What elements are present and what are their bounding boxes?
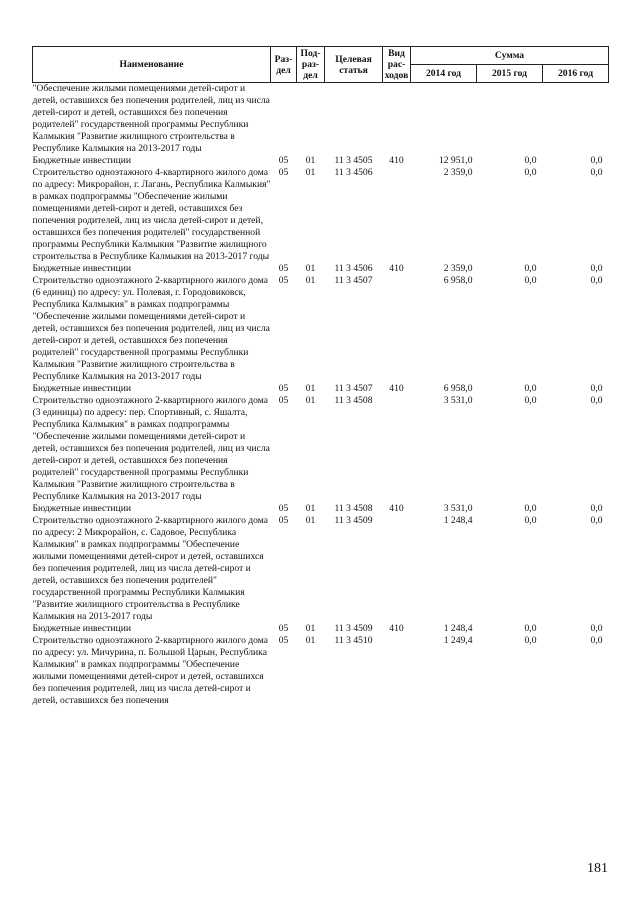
budget-page xyxy=(32,46,608,707)
row-sum-2016: 0,0 xyxy=(590,275,603,286)
row-sum-2014 xyxy=(411,83,477,156)
row-vid: 410 xyxy=(389,623,404,634)
row-name: Бюджетные инвестиции xyxy=(32,155,131,166)
table-body xyxy=(33,83,609,708)
row-sum-2016: 0,0 xyxy=(590,167,603,178)
row-sum-2014: 2 359,0 xyxy=(443,263,473,274)
row-razdel: 05 xyxy=(278,263,289,274)
row-podrazdel: 01 xyxy=(305,623,316,634)
row-vid xyxy=(383,635,411,707)
row-target: 11 3 4506 xyxy=(334,167,373,178)
row-vid: 410 xyxy=(389,155,404,166)
table-row xyxy=(33,167,609,263)
header-sum: Сумма xyxy=(411,47,609,65)
row-target: 11 3 4507 xyxy=(334,275,373,286)
row-podrazdel: 01 xyxy=(305,395,316,406)
header-vid: Вид рас- ходов xyxy=(383,47,411,83)
row-razdel: 05 xyxy=(278,395,289,406)
table-row xyxy=(33,635,609,707)
row-podrazdel: 01 xyxy=(305,263,316,274)
row-name: Строительство одноэтажного 4-квартирного жилого дома по адресу: Микрорайон, г. Лагань, Республика Калмыкия" в рамках подпрограммы "Обеспечение жилыми помещениями детей-сирот и детей, оставшихся без попечения родителей, лиц из числа детей-сирот и детей, оставшихся без попечения родителей" государственной программы Республики Калмыкия "Развитие жилищного строительства в Республике Калмыкия на 2013-2017 годы xyxy=(32,167,271,262)
row-sum-2016: 0,0 xyxy=(590,503,603,514)
row-sum-2016 xyxy=(543,83,609,156)
row-razdel: 05 xyxy=(278,155,289,166)
row-name: "Обеспечение жилыми помещениями детей-сирот и детей, оставшихся без попечения родителей, лиц из числа детей-сирот и детей, оставшихся без попечения родителей" государственной программы Республики Калмыкия "Развитие жилищного строительства в Республике Калмыкия на 2013-2017 годы xyxy=(32,83,270,154)
row-name: Строительство одноэтажного 2-квартирного жилого дома (6 единиц) по адресу: ул. Полевая, г. Городовиковск, Республика Калмыкия" в рамках подпрограммы "Обеспечение жилыми помещениями детей-сирот и детей, оставшихся без попечения родителей, лиц из числа детей-сирот и детей, оставшихся без попечения родителей" государственной программы Республики Калмыкия "Развитие жилищного строительства в Республике Калмыкия на 2013-2017 годы xyxy=(32,275,270,382)
row-sum-2016: 0,0 xyxy=(590,623,603,634)
row-name: Бюджетные инвестиции xyxy=(32,383,131,394)
row-sum-2014: 1 248,4 xyxy=(443,623,473,634)
row-sum-2014: 2 359,0 xyxy=(443,167,473,178)
header-2015: 2015 год xyxy=(477,65,543,83)
row-target: 11 3 4508 xyxy=(334,503,373,514)
row-name: Строительство одноэтажного 2-квартирного жилого дома по адресу: ул. Мичурина, п. Большой Царын, Республика Калмыкия" в рамках подпрограммы "Обеспечение жилыми помещениями детей-сирот и детей, оставшихся без попечения родителей, лиц из числа детей-сирот и детей, оставшихся без попечения xyxy=(32,635,269,706)
row-sum-2015: 0,0 xyxy=(524,275,537,286)
row-sum-2015: 0,0 xyxy=(524,623,537,634)
header-name: Наименование xyxy=(33,47,271,83)
table-row xyxy=(33,515,609,623)
row-sum-2015: 0,0 xyxy=(524,167,537,178)
row-vid xyxy=(383,395,411,503)
row-podrazdel: 01 xyxy=(305,155,316,166)
row-razdel: 05 xyxy=(278,503,289,514)
row-podrazdel: 01 xyxy=(305,503,316,514)
row-vid: 410 xyxy=(389,263,404,274)
row-razdel: 05 xyxy=(278,275,289,286)
row-sum-2016: 0,0 xyxy=(590,395,603,406)
header-razdel: Раз- дел xyxy=(271,47,297,83)
row-sum-2014: 6 958,0 xyxy=(443,383,473,394)
table-header xyxy=(33,47,609,83)
row-sum-2015: 0,0 xyxy=(524,635,537,646)
row-sum-2015: 0,0 xyxy=(524,263,537,274)
row-vid: 410 xyxy=(389,503,404,514)
row-sum-2014: 1 248,4 xyxy=(443,515,473,526)
table-row xyxy=(33,383,609,395)
row-target xyxy=(325,83,383,156)
row-sum-2014: 6 958,0 xyxy=(443,275,473,286)
row-podrazdel: 01 xyxy=(305,275,316,286)
row-podrazdel: 01 xyxy=(305,383,316,394)
row-razdel: 05 xyxy=(278,383,289,394)
table-row xyxy=(33,263,609,275)
row-vid xyxy=(383,515,411,623)
row-vid xyxy=(383,83,411,156)
table-row xyxy=(33,395,609,503)
table-row xyxy=(33,83,609,156)
row-target: 11 3 4510 xyxy=(334,635,373,646)
table-row xyxy=(33,155,609,167)
row-sum-2016: 0,0 xyxy=(590,155,603,166)
page-number: 181 xyxy=(587,861,608,876)
row-sum-2015 xyxy=(477,83,543,156)
row-name: Строительство одноэтажного 2-квартирного жилого дома по адресу: 2 Микрорайон, с. Садовое, Республика Калмыкия" в рамках подпрограммы "Обеспечение жилыми помещениями детей-сирот и детей, оставшихся без попечения родителей, лиц из числа детей-сирот и детей, оставшихся без попечения родителей" государственной программы Республики Калмыкия "Развитие жилищного строительства в Республике Калмыкия на 2013-2017 годы xyxy=(32,515,269,622)
row-sum-2015: 0,0 xyxy=(524,395,537,406)
row-target: 11 3 4508 xyxy=(334,395,373,406)
row-target: 11 3 4509 xyxy=(334,623,373,634)
row-razdel xyxy=(271,83,297,156)
row-razdel: 05 xyxy=(278,515,289,526)
header-2014: 2014 год xyxy=(411,65,477,83)
row-sum-2015: 0,0 xyxy=(524,383,537,394)
row-sum-2014: 12 951,0 xyxy=(438,155,473,166)
row-sum-2016: 0,0 xyxy=(590,263,603,274)
row-sum-2015: 0,0 xyxy=(524,155,537,166)
row-vid xyxy=(383,167,411,263)
row-target: 11 3 4507 xyxy=(334,383,373,394)
budget-table xyxy=(32,46,609,707)
row-vid xyxy=(383,275,411,383)
row-name: Строительство одноэтажного 2-квартирного жилого дома (3 единицы) по адресу: пер. Спортивный, с. Яшалта, Республика Калмыкия" в рамках подпрограммы "Обеспечение жилыми помещениями детей-сирот и детей, оставшихся без попечения родителей, лиц из числа детей-сирот и детей, оставшихся без попечения родителей" государственной программы Республики Калмыкия "Развитие жилищного строительства в Республике Калмыкия на 2013-2017 годы xyxy=(32,395,270,502)
header-2016: 2016 год xyxy=(543,65,609,83)
table-row xyxy=(33,275,609,383)
row-sum-2015: 0,0 xyxy=(524,503,537,514)
row-name: Бюджетные инвестиции xyxy=(32,263,131,274)
row-razdel: 05 xyxy=(278,635,289,646)
row-podrazdel xyxy=(297,83,325,156)
row-target: 11 3 4509 xyxy=(334,515,373,526)
table-row xyxy=(33,503,609,515)
row-sum-2014: 3 531,0 xyxy=(443,503,473,514)
row-sum-2016: 0,0 xyxy=(590,515,603,526)
row-target: 11 3 4505 xyxy=(334,155,373,166)
header-target: Целевая статья xyxy=(325,47,383,83)
table-row xyxy=(33,623,609,635)
row-razdel: 05 xyxy=(278,623,289,634)
row-sum-2016: 0,0 xyxy=(590,635,603,646)
row-sum-2016: 0,0 xyxy=(590,383,603,394)
row-name: Бюджетные инвестиции xyxy=(32,623,131,634)
row-sum-2014: 3 531,0 xyxy=(443,395,473,406)
row-podrazdel: 01 xyxy=(305,167,316,178)
row-razdel: 05 xyxy=(278,167,289,178)
row-podrazdel: 01 xyxy=(305,635,316,646)
row-podrazdel: 01 xyxy=(305,515,316,526)
row-sum-2014: 1 249,4 xyxy=(443,635,473,646)
row-name: Бюджетные инвестиции xyxy=(32,503,131,514)
header-podrazdel: Под- раз- дел xyxy=(297,47,325,83)
row-vid: 410 xyxy=(389,383,404,394)
row-sum-2015: 0,0 xyxy=(524,515,537,526)
row-target: 11 3 4506 xyxy=(334,263,373,274)
